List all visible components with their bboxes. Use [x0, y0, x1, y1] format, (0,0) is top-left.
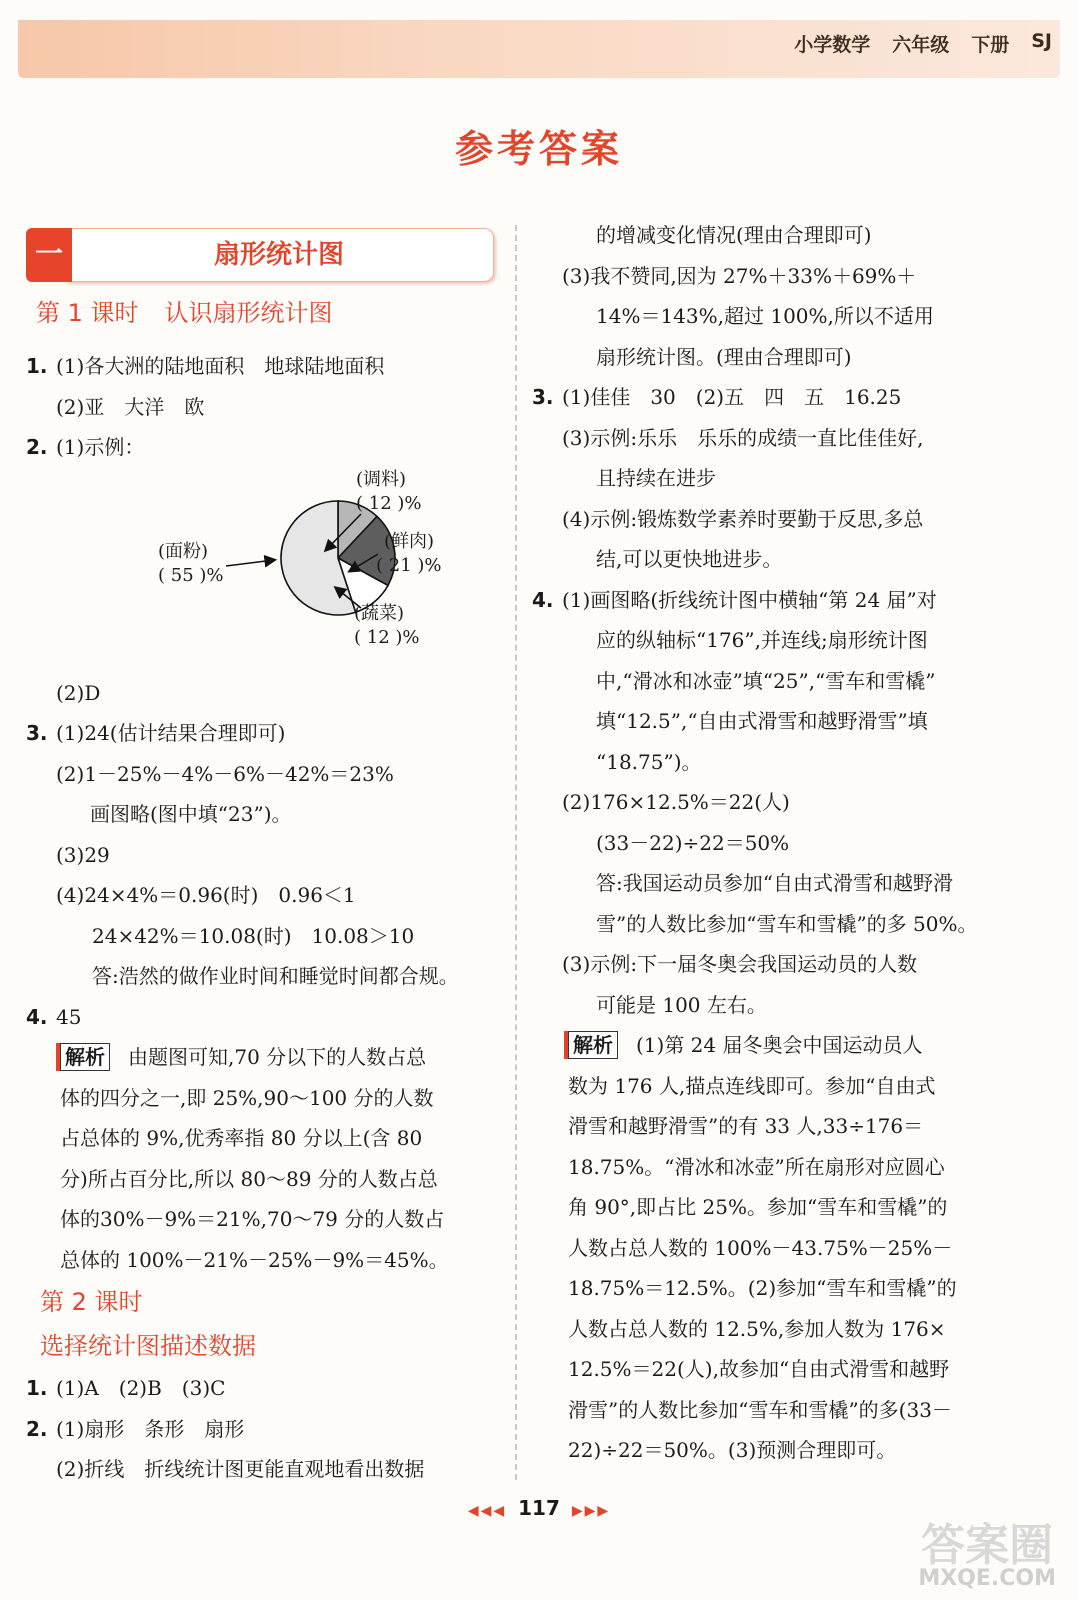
answer-text: (3)示例:乐乐 乐乐的成绩一直比佳佳好, — [562, 425, 924, 450]
watermark-url: MXQE.COM — [918, 1566, 1056, 1591]
question-number: 4. — [532, 587, 554, 612]
answer-line — [26, 1449, 496, 1490]
question-number: 2. — [26, 1416, 48, 1441]
pie-arrow-flour — [226, 560, 274, 566]
page-footer — [0, 1496, 1078, 1520]
pie-label-meat-name: (鲜肉) — [384, 530, 435, 552]
answer-text: (4)24×4%＝0.96(时) 0.96＜1 — [56, 883, 356, 907]
pie-label-meat-value: ( 21 )% — [376, 554, 442, 576]
answer-text: (2)折线 折线统计图更能直观地看出数据 — [56, 1457, 425, 1481]
answer-line — [26, 1368, 496, 1409]
analysis-line: 12.5%＝22(人),故参加“自由式滑雪和越野 — [568, 1357, 950, 1381]
right-column — [532, 215, 1022, 1471]
answer-text: 且持续在进步 — [596, 466, 716, 490]
answer-line — [532, 458, 1022, 499]
answer-text: 扇形统计图。(理由合理即可) — [596, 344, 852, 369]
answer-line — [26, 427, 496, 468]
pie-label-flour-value: ( 55 )% — [158, 564, 224, 586]
answer-line — [532, 418, 1022, 459]
answer-line — [532, 215, 1022, 256]
answer-text: (2)176×12.5%＝22(人) — [562, 790, 790, 814]
footer-right-arrows: ▶▶▶ — [571, 1503, 611, 1519]
answer-text: 填“12.5”,“自由式滑雪和越野滑雪”填 — [596, 709, 928, 733]
answers-left-a — [26, 346, 496, 468]
answer-text: (1)扇形 条形 扇形 — [56, 1416, 245, 1441]
analysis-left-line: 由题图可知,70 分以下的人数占总 — [128, 1045, 427, 1069]
answer-text: (33－22)÷22＝50% — [596, 830, 790, 855]
pie-label-flour — [158, 540, 224, 588]
lesson-2-name: 选择统计图描述数据 — [40, 1332, 256, 1360]
answer-line — [532, 620, 1022, 661]
answer-text: 答:我国运动员参加“自由式滑雪和越野滑 — [596, 871, 953, 895]
answer-line — [26, 835, 496, 876]
answer-line — [532, 256, 1022, 297]
header-subject: 小学数学 — [794, 34, 871, 56]
pie-label-seasoning-value: ( 12 )% — [356, 492, 422, 514]
page-number: 117 — [518, 1496, 560, 1520]
lesson-1-label: 第 1 课时 — [36, 299, 139, 327]
answer-line — [26, 1409, 496, 1450]
answer-line — [532, 296, 1022, 337]
answer-line — [532, 823, 1022, 864]
page-title: 参考答案 — [454, 127, 623, 171]
lesson-1-heading — [36, 290, 496, 336]
unit-banner — [26, 228, 496, 282]
pie-label-veg-value: ( 12 )% — [354, 626, 420, 648]
analysis-left-first — [26, 1037, 496, 1078]
answer-text: (4)示例:锻炼数学素养时要勤于反思,多总 — [562, 506, 924, 531]
question-number: 1. — [26, 354, 48, 378]
header-volume: 下册 — [971, 34, 1010, 56]
answer-line — [26, 916, 496, 957]
analysis-right-first — [532, 1025, 1022, 1066]
answer-line — [26, 387, 496, 428]
analysis-line: 人数占总人数的 100%－43.75%－25%－ — [568, 1235, 953, 1260]
answer-line — [26, 673, 496, 714]
answer-line — [26, 346, 496, 387]
answer-line — [532, 337, 1022, 378]
answer-text: (3)示例:下一届冬奥会我国运动员的人数 — [562, 952, 918, 976]
analysis-line: 18.75%。“滑冰和冰壶”所在扇形对应圆心 — [568, 1154, 945, 1179]
answer-line — [26, 754, 496, 795]
header-edition: SJ — [1031, 30, 1052, 52]
answer-line — [532, 742, 1022, 783]
analysis-tag-right: 解析 — [568, 1031, 618, 1059]
unit-number: 一 — [26, 228, 72, 282]
answer-text: (1)24(估计结果合理即可) — [56, 721, 286, 745]
question-number: 4. — [26, 1004, 48, 1029]
answer-text: (3)我不赞同,因为 27%＋33%＋69%＋ — [562, 263, 917, 288]
answer-line — [532, 661, 1022, 702]
pie-chart — [26, 468, 496, 673]
analysis-line: 体的30%－9%＝21%,70～79 分的人数占 — [60, 1207, 445, 1231]
answer-text: 的增减变化情况(理由合理即可) — [596, 223, 872, 247]
answer-text: 答:浩然的做作业时间和睡觉时间都合规。 — [92, 964, 459, 988]
analysis-line: 总体的 100%－21%－25%－9%＝45%。 — [60, 1247, 449, 1272]
answer-line — [532, 701, 1022, 742]
answer-text: (3)29 — [56, 842, 110, 867]
unit-name: 扇形统计图 — [213, 240, 344, 270]
answer-text: (1)画图略(折线统计图中横轴“第 24 届”对 — [562, 587, 937, 612]
analysis-right-body — [532, 1066, 1022, 1471]
answer-text: 14%＝143%,超过 100%,所以不适用 — [596, 304, 934, 328]
pie-label-meat — [376, 530, 442, 578]
answer-line — [532, 904, 1022, 945]
answer-line — [532, 944, 1022, 985]
answer-text: (1)A (2)B (3)C — [56, 1376, 226, 1400]
answer-line — [26, 956, 496, 997]
pie-label-veg — [354, 602, 420, 650]
left-column — [26, 228, 496, 1490]
pie-label-flour-name: (面粉) — [158, 540, 209, 562]
answer-line — [26, 997, 496, 1038]
answer-line — [532, 580, 1022, 621]
answer-text: (1)佳佳 30 (2)五 四 五 16.25 — [562, 385, 902, 409]
analysis-line: 分)所占百分比,所以 80～89 分的人数占总 — [60, 1166, 438, 1191]
analysis-line: 18.75%＝12.5%。(2)参加“雪车和雪橇”的 — [568, 1276, 957, 1300]
question-number: 2. — [26, 435, 48, 459]
analysis-line: 体的四分之一,即 25%,90～100 分的人数 — [60, 1085, 434, 1110]
answer-text: 应的纵轴标“176”,并连线;扇形统计图 — [596, 628, 928, 652]
analysis-line: 人数占总人数的 12.5%,参加人数为 176× — [568, 1316, 946, 1341]
answer-line — [532, 782, 1022, 823]
analysis-line: 滑雪”的人数比参加“雪车和雪橇”的多(33－ — [568, 1397, 952, 1422]
answers-right — [532, 215, 1022, 1025]
answer-line — [26, 875, 496, 916]
answer-text: 24×42%＝10.08(时) 10.08＞10 — [92, 923, 415, 948]
answer-line — [26, 713, 496, 754]
lesson-1-name: 认识扇形统计图 — [164, 299, 333, 327]
answer-line — [532, 539, 1022, 580]
answer-text: (1)示例： — [56, 435, 145, 459]
header-grade: 六年级 — [892, 34, 950, 56]
answer-text: “18.75”)。 — [596, 749, 702, 774]
analysis-right-line: (1)第 24 届冬奥会中国运动员人 — [636, 1033, 923, 1057]
answer-line — [532, 499, 1022, 540]
watermark-logo: 答案圈 — [921, 1520, 1054, 1571]
question-number: 1. — [26, 1376, 48, 1400]
answers-left-c — [26, 1368, 496, 1490]
analysis-line: 22)÷22＝50%。(3)预测合理即可。 — [568, 1438, 897, 1462]
pie-label-seasoning-name: (调料) — [356, 468, 407, 490]
watermark — [918, 1520, 1056, 1591]
pie-label-seasoning — [356, 468, 422, 516]
column-divider — [515, 225, 517, 1480]
answer-text: 雪”的人数比参加“雪车和雪橇”的多 50%。 — [596, 911, 978, 936]
analysis-tag-left: 解析 — [60, 1043, 110, 1071]
answer-line — [532, 985, 1022, 1026]
lesson-2-label: 第 2 课时 — [40, 1288, 143, 1316]
answer-line — [532, 377, 1022, 418]
answer-text: 中,“滑冰和冰壶”填“25”,“雪车和雪橇” — [596, 668, 936, 693]
answer-text: (1)各大洲的陆地面积 地球陆地面积 — [56, 354, 385, 378]
header-meta — [794, 30, 1052, 57]
answer-text: 画图略(图中填“23”)。 — [90, 802, 292, 826]
analysis-line: 占总体的 9%,优秀率指 80 分以上(含 80 — [60, 1126, 423, 1150]
analysis-left-body — [26, 1078, 496, 1281]
answer-text: 结,可以更快地进步。 — [596, 547, 783, 571]
answer-text: (2)1－25%－4%－6%－42%＝23% — [56, 761, 394, 786]
answer-text: 可能是 100 左右。 — [596, 992, 767, 1017]
answer-text: 45 — [56, 1004, 82, 1029]
answer-text: (2)D — [56, 680, 101, 705]
answer-text: (2)亚 大洋 欧 — [56, 394, 205, 419]
analysis-line: 滑雪和越野滑雪”的有 33 人,33÷176＝ — [568, 1114, 924, 1138]
analysis-line: 数为 176 人,描点连线即可。参加“自由式 — [568, 1073, 936, 1098]
footer-left-arrows: ◀◀◀ — [467, 1503, 507, 1519]
pie-label-veg-name: (蔬菜) — [354, 602, 405, 624]
answer-line — [26, 794, 496, 835]
question-number: 3. — [26, 721, 48, 745]
answers-left-b — [26, 673, 496, 1038]
answer-line — [532, 863, 1022, 904]
question-number: 3. — [532, 385, 554, 409]
analysis-line: 角 90°,即占比 25%。参加“雪车和雪橇”的 — [568, 1195, 948, 1219]
